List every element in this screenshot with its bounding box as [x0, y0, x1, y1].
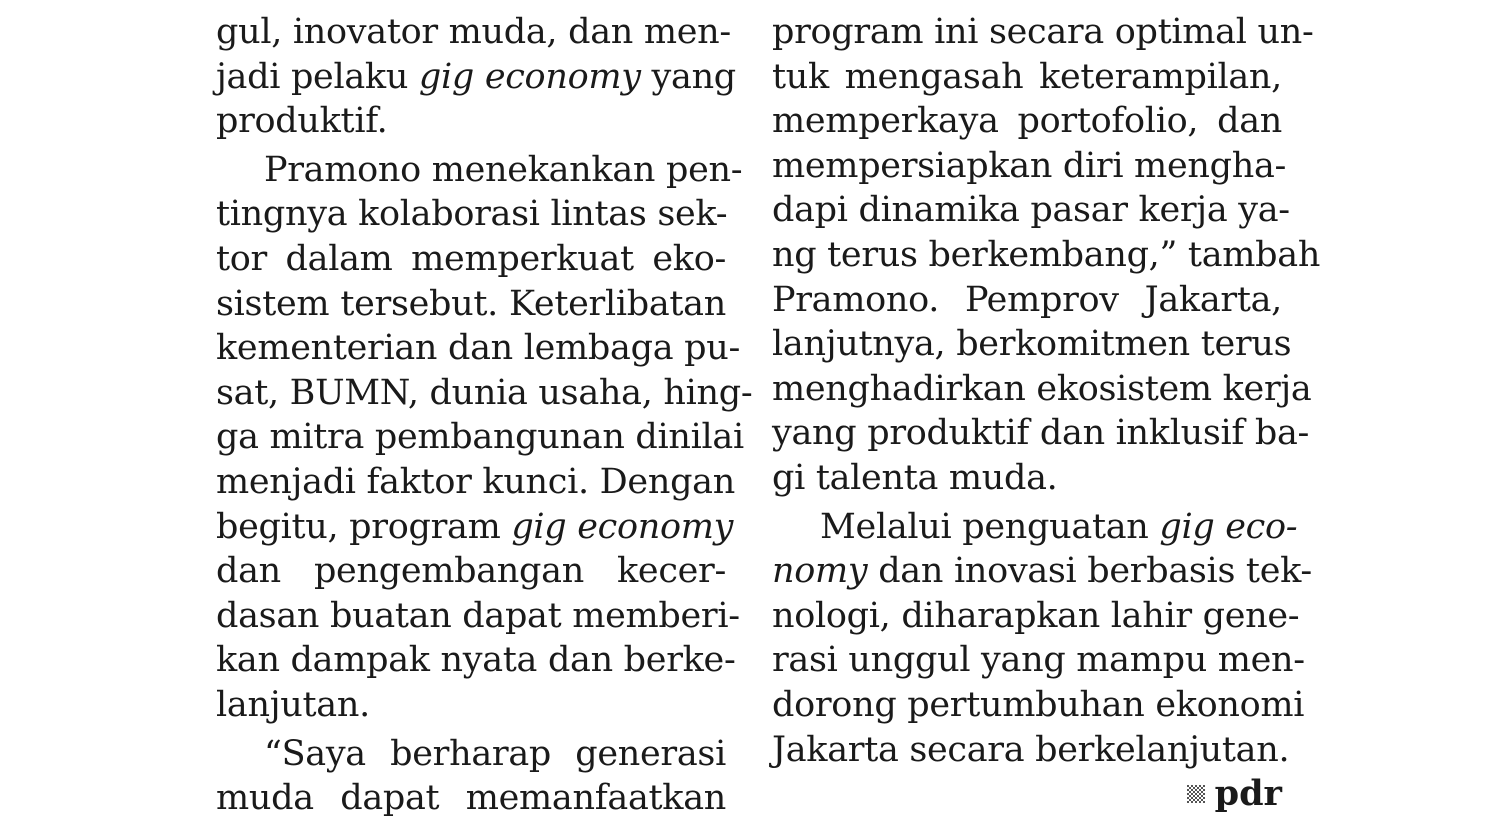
text-run: muda dapat memanfaatkan [216, 778, 726, 819]
text-line [772, 638, 1305, 683]
text-run: tor dalam memperkuat eko- [216, 238, 726, 279]
text-line [772, 367, 1312, 412]
text-run: tingnya kolaborasi lintas sek- [216, 194, 728, 235]
text-line [772, 683, 1305, 728]
text-run: Jakarta secara berkelanjutan. [772, 729, 1290, 770]
text-run: Pramono. Pemprov Jakarta, [772, 279, 1282, 320]
text-run: ga mitra pembangunan dinilai [216, 417, 744, 458]
text-line [216, 148, 743, 193]
text-run: lanjutnya, berkomitmen terus [772, 324, 1292, 365]
text-line [772, 411, 1310, 456]
text-line [216, 415, 744, 460]
text-run: rasi unggul yang mampu men- [772, 640, 1305, 681]
text-run: kementerian dan lembaga pu- [216, 328, 740, 369]
end-of-article-icon [1187, 785, 1205, 803]
text-line [216, 549, 726, 594]
text-run: gi talenta muda. [772, 457, 1058, 498]
text-line [772, 144, 1287, 189]
text-run: produktif. [216, 101, 388, 142]
italic-term: gig economy [418, 56, 641, 97]
text-run: dan pengembangan kecer- [216, 551, 726, 592]
text-line [216, 683, 726, 728]
text-line [216, 237, 726, 282]
text-run: sat, BUMN, dunia usaha, hing- [216, 372, 753, 413]
italic-term: gig economy [511, 506, 734, 547]
italic-term: gig eco- [1159, 506, 1298, 547]
signoff-initials: pdr [1214, 773, 1282, 815]
text-line [216, 460, 735, 505]
text-run: ng terus berkembang,” tambah [772, 234, 1321, 275]
text-run: tuk mengasah keterampilan, [772, 56, 1282, 97]
text-line [772, 99, 1282, 144]
text-run: menghadirkan ekosistem kerja [772, 368, 1312, 409]
text-run: jadi pelaku [216, 56, 419, 97]
text-line [772, 322, 1292, 367]
text-line [216, 776, 726, 821]
text-run: memperkaya portofolio, dan [772, 101, 1282, 142]
text-run: yang [640, 56, 736, 97]
text-line [772, 278, 1282, 323]
text-run: mempersiapkan diri mengha- [772, 145, 1287, 186]
text-run: kan dampak nyata dan berke- [216, 640, 736, 681]
text-line [216, 99, 726, 144]
text-line [772, 233, 1321, 278]
text-run: yang produktif dan inklusif ba- [772, 413, 1310, 454]
text-run: dan inovasi berbasis tek- [867, 551, 1312, 592]
text-line [216, 55, 736, 100]
text-run: dasan buatan dapat memberi- [216, 595, 740, 636]
text-run: menjadi faktor kunci. Dengan [216, 461, 735, 502]
text-line [216, 326, 740, 371]
text-run: Pramono menekankan pen- [264, 149, 743, 190]
text-line [772, 188, 1290, 233]
text-line [216, 505, 734, 550]
text-run: lanjutan. [216, 684, 370, 725]
article-column-right [772, 10, 1321, 817]
text-run: Melalui penguatan [820, 506, 1160, 547]
text-line [772, 505, 1298, 550]
article-column-left [216, 10, 753, 821]
text-run: sistem tersebut. Keterlibatan [216, 283, 726, 324]
text-line [216, 371, 753, 416]
text-line [216, 10, 731, 55]
text-run: dapi dinamika pasar kerja ya- [772, 190, 1290, 231]
text-run: gul, inovator muda, dan men- [216, 12, 731, 52]
text-line [772, 10, 1314, 55]
text-line [216, 192, 726, 237]
text-run: begitu, program [216, 506, 512, 547]
text-run: nologi, diharapkan lahir gene- [772, 595, 1300, 636]
text-run: program ini secara optimal un- [772, 12, 1314, 52]
text-line [216, 732, 726, 777]
italic-term: nomy [772, 551, 868, 592]
author-signoff [772, 772, 1282, 817]
text-line [772, 456, 1282, 501]
text-line [216, 282, 726, 327]
text-run: “Saya berharap generasi [264, 733, 726, 774]
text-line [772, 55, 1282, 100]
text-line [772, 594, 1300, 639]
text-run: dorong pertumbuhan ekonomi [772, 684, 1305, 725]
text-line [216, 594, 740, 639]
text-line [772, 728, 1290, 773]
text-line [772, 549, 1312, 594]
text-line [216, 638, 736, 683]
